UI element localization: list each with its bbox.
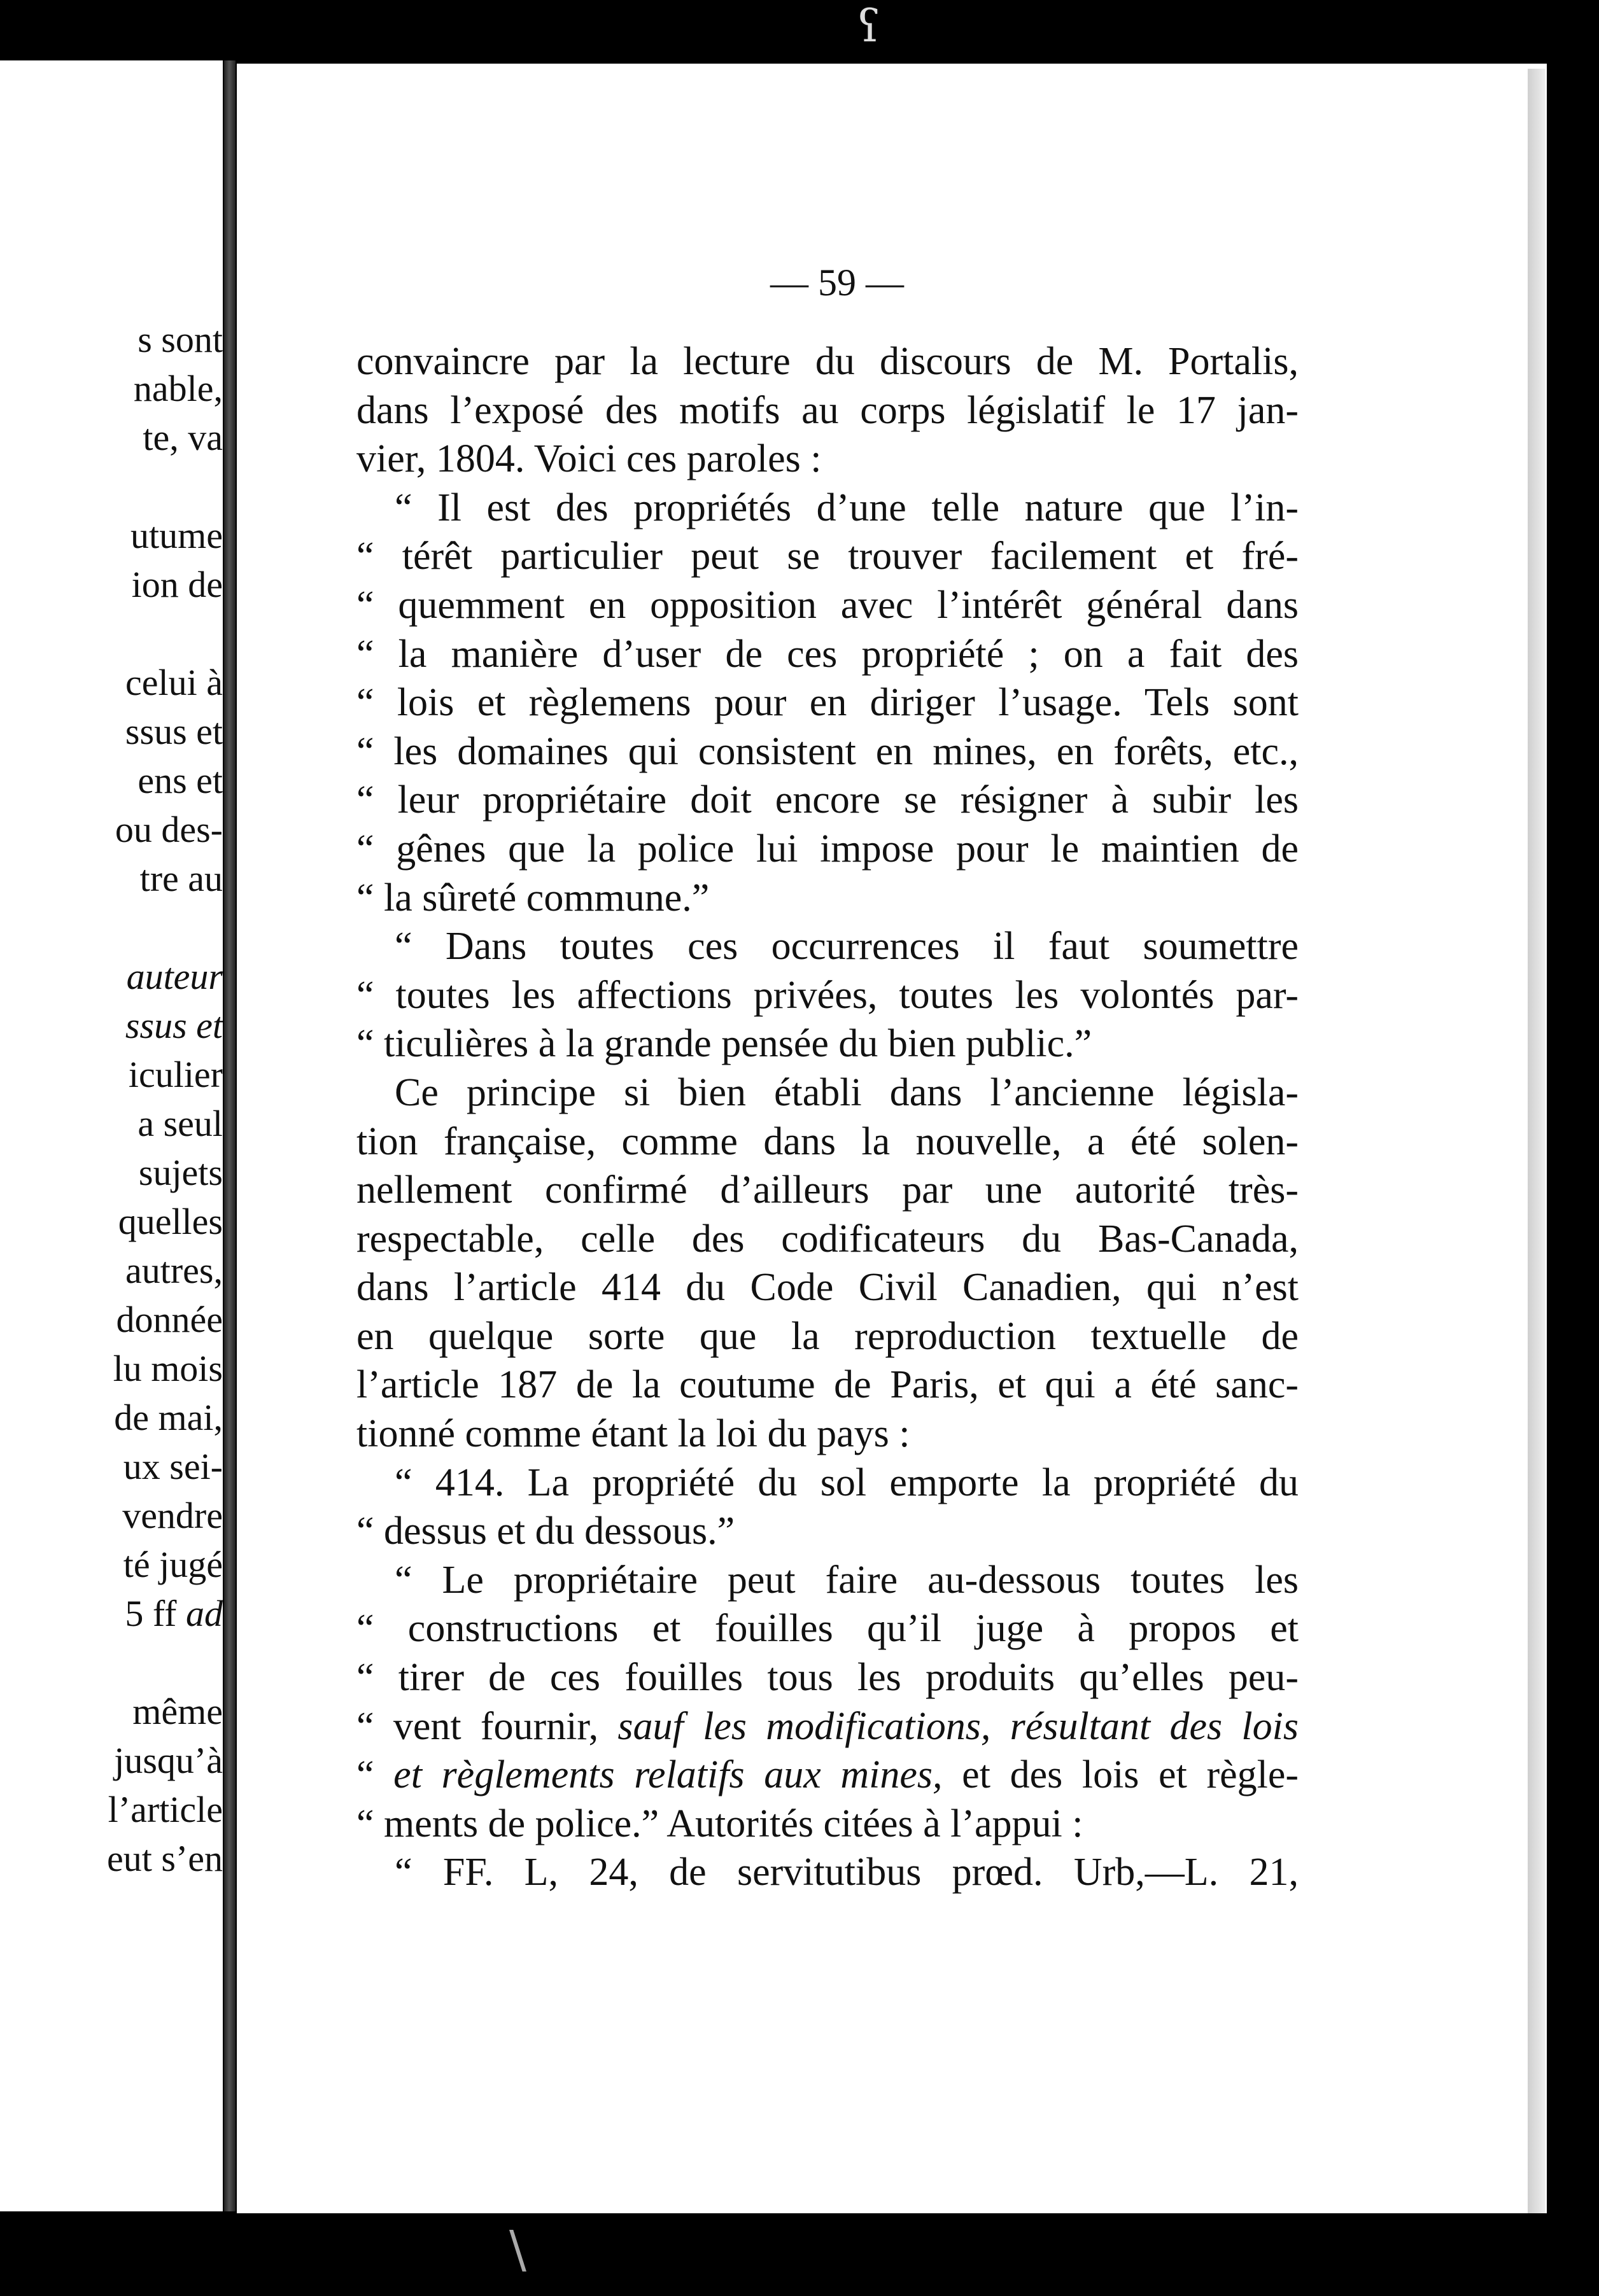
left-text-line: donnée xyxy=(116,1299,223,1340)
text-line: “ la sûreté commune.” xyxy=(356,876,710,920)
body-text xyxy=(356,337,1299,1897)
scan-mark-bottom: \ xyxy=(509,2220,526,2279)
left-text-line: de mai, xyxy=(114,1397,223,1438)
left-text-line: celui à xyxy=(125,662,223,703)
left-text-line xyxy=(89,903,223,952)
left-text-line: nable, xyxy=(133,368,223,409)
left-text-line: auteur xyxy=(126,956,223,997)
italic-text: sauf les modifications, résultant des lois xyxy=(617,1704,1299,1748)
left-text-line: jusqu’à xyxy=(114,1740,223,1781)
text-line: “ dessus et du dessous.” xyxy=(356,1509,735,1553)
text-line: “ leur propriétaire doit encore se résigner à subir les xyxy=(356,778,1299,822)
text-line: dans l’exposé des motifs au corps législatif le 17 jan- xyxy=(356,388,1299,432)
text-line: “ 414. La propriété du sol emporte la propriété du xyxy=(395,1460,1299,1504)
left-text-line: a seul xyxy=(137,1103,223,1144)
text-line: “ térêt particulier peut se trouver facilement et fré- xyxy=(356,535,1299,578)
left-text-line: tre au xyxy=(139,858,223,899)
left-text-line: ux sei- xyxy=(123,1446,223,1487)
left-text-line: utume xyxy=(130,515,223,556)
text-line: convaincre par la lecture du discours de M. Portalis, xyxy=(356,340,1299,383)
text-line: nellement confirmé d’ailleurs par une autorité très- xyxy=(356,1168,1299,1212)
left-text-line: quelles xyxy=(118,1201,223,1242)
left-text-line: ion de xyxy=(131,564,223,605)
left-text-line xyxy=(89,609,223,658)
text-line: “ Le propriétaire peut faire au-dessous toutes les xyxy=(395,1558,1299,1602)
left-text-line: te, va xyxy=(143,417,223,458)
text-line: “ Il est des propriétés d’une telle nature que l’in- xyxy=(395,486,1299,529)
scan-mark-top: ʕ xyxy=(857,0,881,52)
text-line: l’article 187 de la coutume de Paris, et qui a été sanc- xyxy=(356,1363,1299,1407)
text-line: tionné comme étant la loi du pays : xyxy=(356,1412,910,1456)
left-text-line: lu mois xyxy=(113,1348,223,1389)
text-line: “ toutes les affections privées, toutes les volontés par- xyxy=(356,973,1299,1017)
left-text-line: autres, xyxy=(125,1250,223,1291)
left-text-line xyxy=(89,462,223,511)
text-line: “ vent fournir, sauf les modifications, résultant des lois xyxy=(356,1704,1299,1748)
text-line: “ gênes que la police lui impose pour le maintien de xyxy=(356,827,1299,871)
left-text-line: même xyxy=(132,1691,223,1732)
text-line: “ et règlements relatifs aux mines, et des lois et règle- xyxy=(356,1753,1299,1797)
left-text-line: té jugé xyxy=(123,1544,223,1585)
text-line: tion française, comme dans la nouvelle, a été solen- xyxy=(356,1119,1299,1163)
text-line: “ la manière d’user de ces propriété ; on a fait des xyxy=(356,632,1299,676)
left-text-line xyxy=(89,1638,223,1687)
text-line: Ce principe si bien établi dans l’ancienne législa- xyxy=(395,1070,1299,1114)
text-line: “ lois et règlemens pour en diriger l’usage. Tels sont xyxy=(356,681,1299,725)
text-line: “ tirer de ces fouilles tous les produits qu’elles peu- xyxy=(356,1656,1299,1700)
text-line: “ ments de police.” Autorités citées à l’appui : xyxy=(356,1802,1083,1845)
left-page-text xyxy=(89,315,223,1883)
page-number: — 59 — xyxy=(770,262,904,304)
left-text-line: ou des- xyxy=(115,809,223,850)
text-line: vier, 1804. Voici ces paroles : xyxy=(356,437,822,481)
left-text-line: eut s’en xyxy=(107,1838,223,1879)
italic-text: et règlements relatifs aux mines, xyxy=(393,1753,943,1797)
text-line: “ quemment en opposition avec l’intérêt général dans xyxy=(356,583,1299,627)
left-text-line: vendre xyxy=(122,1495,223,1536)
left-text-line: ssus et xyxy=(125,1005,223,1046)
left-text-line: l’article xyxy=(108,1789,223,1830)
text-line: en quelque sorte que la reproduction textuelle de xyxy=(356,1314,1299,1358)
left-text-line: s sont xyxy=(137,319,223,360)
book-gutter xyxy=(224,60,236,2211)
left-text-line: iculier xyxy=(128,1054,223,1095)
left-page xyxy=(0,60,223,2211)
left-text-line: ens et xyxy=(137,760,223,801)
text-line: dans l’article 414 du Code Civil Canadien, qui n’est xyxy=(356,1266,1299,1310)
text-line: “ les domaines qui consistent en mines, en forêts, etc., xyxy=(356,729,1299,773)
text-line: “ ticulières à la grande pensée du bien public.” xyxy=(356,1022,1092,1066)
text-line: “ FF. L, 24, de servitutibus prœd. Urb,—L. 21, xyxy=(395,1851,1299,1894)
text-line: respectable, celle des codificateurs du Bas-Canada, xyxy=(356,1217,1299,1261)
left-text-line: sujets xyxy=(138,1152,223,1193)
left-text-line: ssus et xyxy=(125,711,223,752)
page-edge xyxy=(1528,69,1546,2213)
text-line: “ constructions et fouilles qu’il juge à propos et xyxy=(356,1607,1299,1651)
left-text-line: 5 ff ad xyxy=(125,1593,223,1634)
text-line: “ Dans toutes ces occurrences il faut soumettre xyxy=(395,925,1299,969)
